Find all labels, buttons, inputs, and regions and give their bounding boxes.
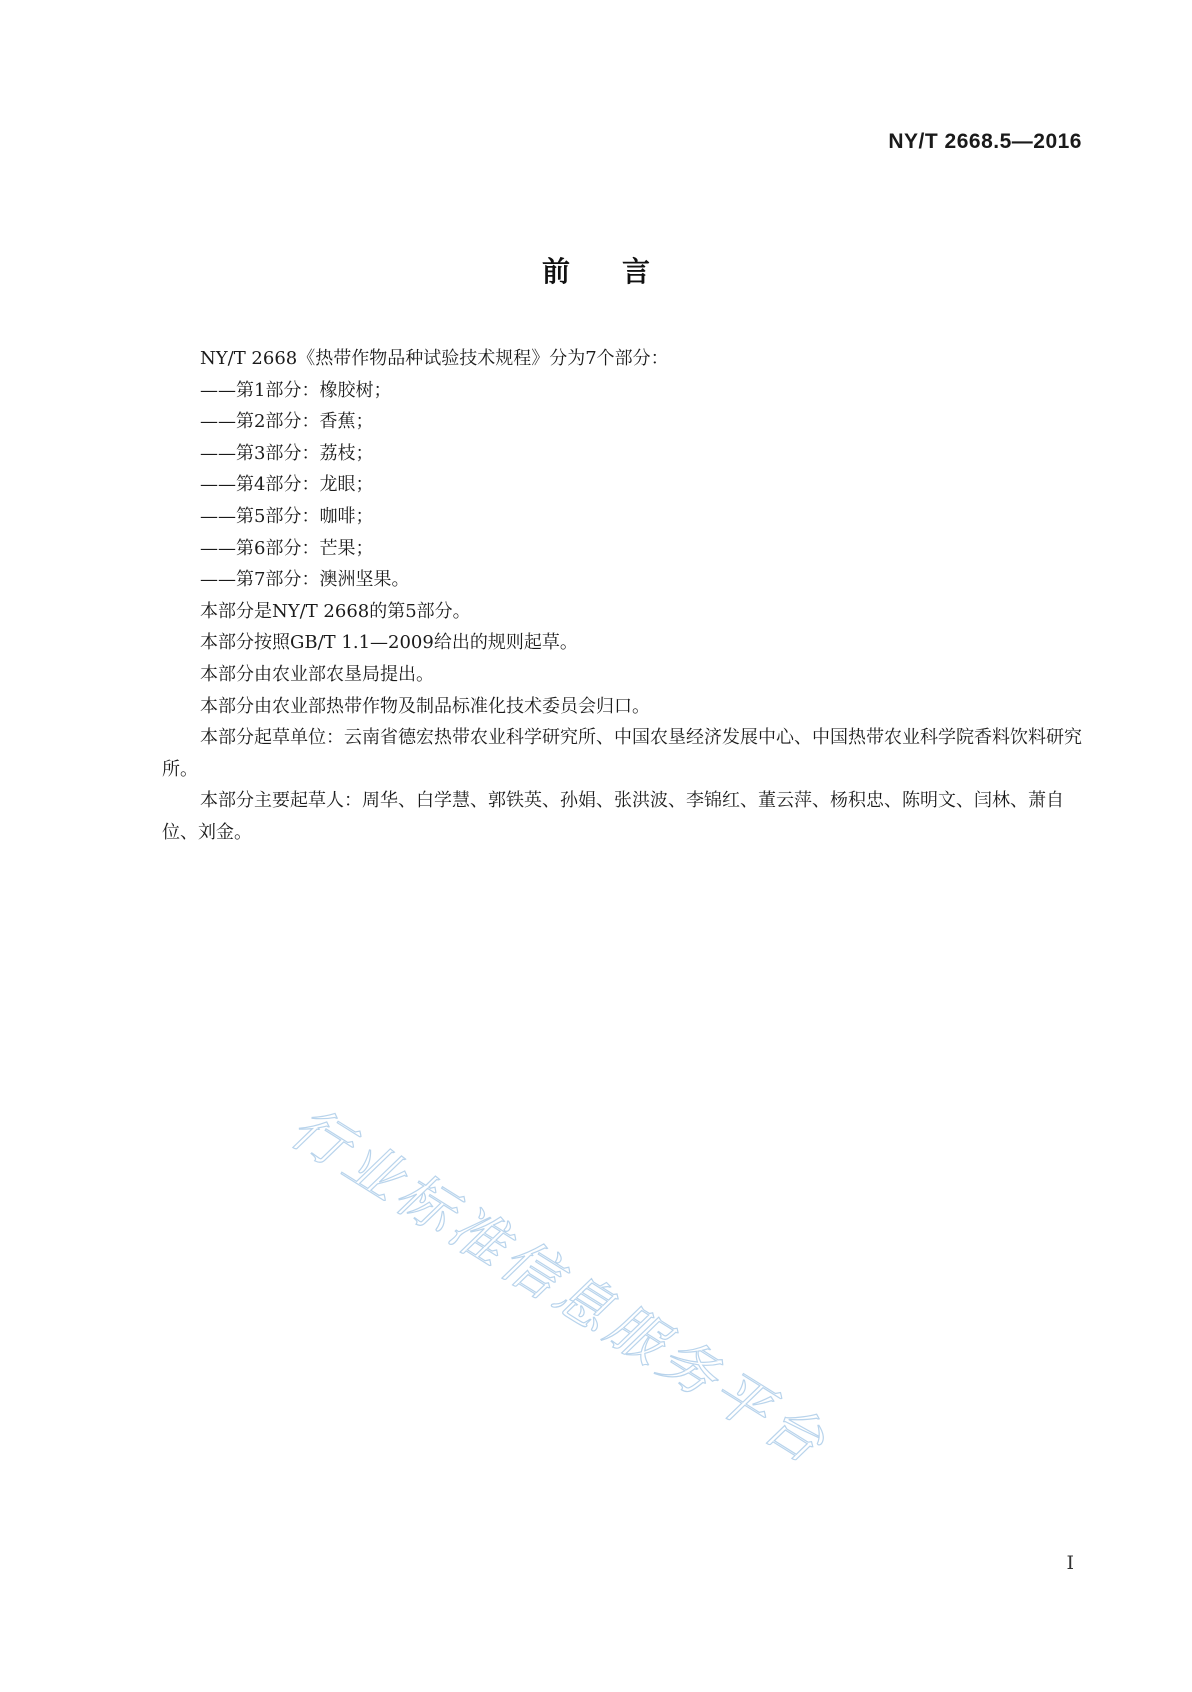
part-item-7: ——第7部分：澳洲坚果。 xyxy=(200,569,410,591)
paragraph-proposer: 本部分由农业部农垦局提出。 xyxy=(200,663,434,685)
part-item-4: ——第4部分：龙眼； xyxy=(200,474,374,496)
part-item-5: ——第5部分：咖啡； xyxy=(200,505,374,527)
part-item-2: ——第2部分：香蕉； xyxy=(200,411,374,433)
foreword-body xyxy=(162,343,1082,849)
part-item-6: ——第6部分：芒果； xyxy=(200,537,374,559)
paragraph-drafters: 本部分主要起草人：周华、白学慧、郭铁英、孙娟、张洪波、李锦红、董云萍、杨积忠、陈明文、闫林、萧自位、刘金。 xyxy=(162,790,1064,843)
part-item-3: ——第3部分：荔枝； xyxy=(200,442,374,464)
page-title: 前言 xyxy=(541,255,702,288)
intro-paragraph: NY/T 2668《热带作物品种试验技术规程》分为7个部分： xyxy=(200,348,669,369)
paragraph-drafting-units: 本部分起草单位：云南省德宏热带农业科学研究所、中国农垦经济发展中心、中国热带农业科学院香料饮料研究所。 xyxy=(162,727,1082,780)
paragraph-administrator: 本部分由农业部热带作物及制品标准化技术委员会归口。 xyxy=(200,695,650,717)
watermark: 行业标准信息服务平台 xyxy=(279,1095,840,1479)
paragraph-drafting-rules: 本部分按照GB/T 1.1—2009给出的规则起草。 xyxy=(200,632,578,654)
standard-number: NY/T 2668.5—2016 xyxy=(888,130,1082,153)
part-item-1: ——第1部分：橡胶树； xyxy=(200,379,392,401)
page-number: I xyxy=(1066,1552,1074,1574)
paragraph-part-number: 本部分是NY/T 2668的第5部分。 xyxy=(200,600,471,622)
